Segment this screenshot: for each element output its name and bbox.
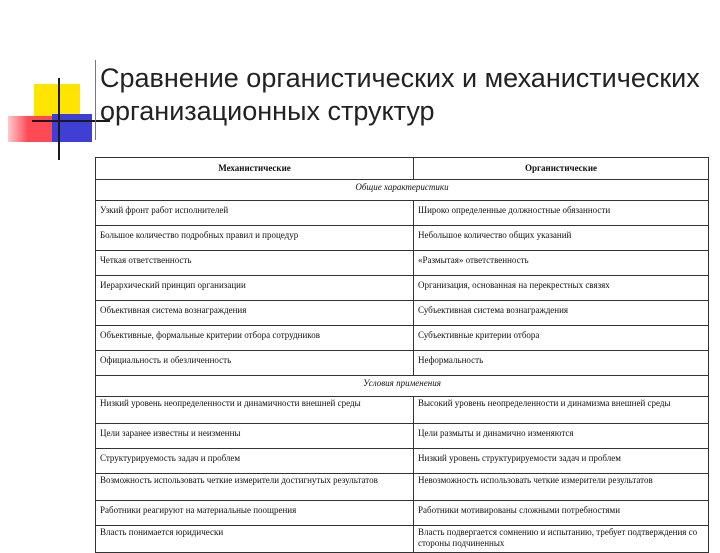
cell-organic: Неформальность: [414, 351, 709, 376]
cell-mechanistic: Объективные, формальные критерии отбора сотрудников: [96, 326, 414, 351]
cell-organic: Высокий уровень неопределенности и динамизма внешней среды: [414, 397, 709, 424]
cell-organic: Широко определенные должностные обязанности: [414, 201, 709, 226]
section-row: [96, 180, 709, 201]
table-row: [96, 449, 709, 474]
slide-title: Сравнение органистических и механистических организационных структур: [100, 63, 700, 126]
decor-vertical-line: [58, 78, 60, 160]
cell-mechanistic: Структурируемость задач и проблем: [96, 449, 414, 474]
table-row: [96, 201, 709, 226]
cell-mechanistic: Работники реагируют на материальные поощрения: [96, 501, 414, 526]
table-row: [96, 251, 709, 276]
table-row: [96, 276, 709, 301]
cell-mechanistic: Возможность использовать четкие измерители достигнутых результатов: [96, 474, 414, 501]
table-row: [96, 226, 709, 251]
cell-organic: «Размытая» ответственность: [414, 251, 709, 276]
cell-mechanistic: Объективная система вознаграждения: [96, 301, 414, 326]
table-row: [96, 351, 709, 376]
section-title-general: Общие характеристики: [96, 180, 709, 201]
table-row: [96, 474, 709, 501]
cell-organic: Небольшое количество общих указаний: [414, 226, 709, 251]
cell-organic: Власть подвергается сомнению и испытанию, требует подтверждения со стороны подчиненных: [414, 526, 709, 553]
cell-organic: Организация, основанная на перекрестных связях: [414, 276, 709, 301]
cell-mechanistic: Четкая ответственность: [96, 251, 414, 276]
table-row: [96, 326, 709, 351]
table-row: [96, 501, 709, 526]
header-organic: Органистические: [414, 158, 709, 180]
decor-horizontal-line: [32, 120, 110, 122]
cell-mechanistic: Иерархический принцип организации: [96, 276, 414, 301]
cell-mechanistic: Большое количество подробных правил и процедур: [96, 226, 414, 251]
table-header-row: [96, 158, 709, 180]
cell-organic: Низкий уровень структурируемости задач и проблем: [414, 449, 709, 474]
cell-organic: Работники мотивированы сложными потребностями: [414, 501, 709, 526]
section-row: [96, 376, 709, 397]
header-mechanistic: Механистические: [96, 158, 414, 180]
cell-organic: Невозможность использовать четкие измерители результатов: [414, 474, 709, 501]
table-row: [96, 397, 709, 424]
decor-thin-line: [95, 60, 96, 140]
cell-organic: Цели размыты и динамично изменяются: [414, 424, 709, 449]
decor-red-fade: [8, 116, 28, 142]
cell-mechanistic: Цели заранее известны и неизменны: [96, 424, 414, 449]
cell-mechanistic: Официальность и обезличенность: [96, 351, 414, 376]
section-title-conditions: Условия применения: [96, 376, 709, 397]
cell-mechanistic: Низкий уровень неопределенности и динамичности внешней среды: [96, 397, 414, 424]
cell-mechanistic: Узкий фронт работ исполнителей: [96, 201, 414, 226]
comparison-table: [95, 157, 709, 553]
table-row: [96, 424, 709, 449]
cell-organic: Субъективные критерии отбора: [414, 326, 709, 351]
table-row: [96, 301, 709, 326]
cell-mechanistic: Власть понимается юридически: [96, 526, 414, 553]
table-row: [96, 526, 709, 553]
cell-organic: Субъективная система вознаграждения: [414, 301, 709, 326]
